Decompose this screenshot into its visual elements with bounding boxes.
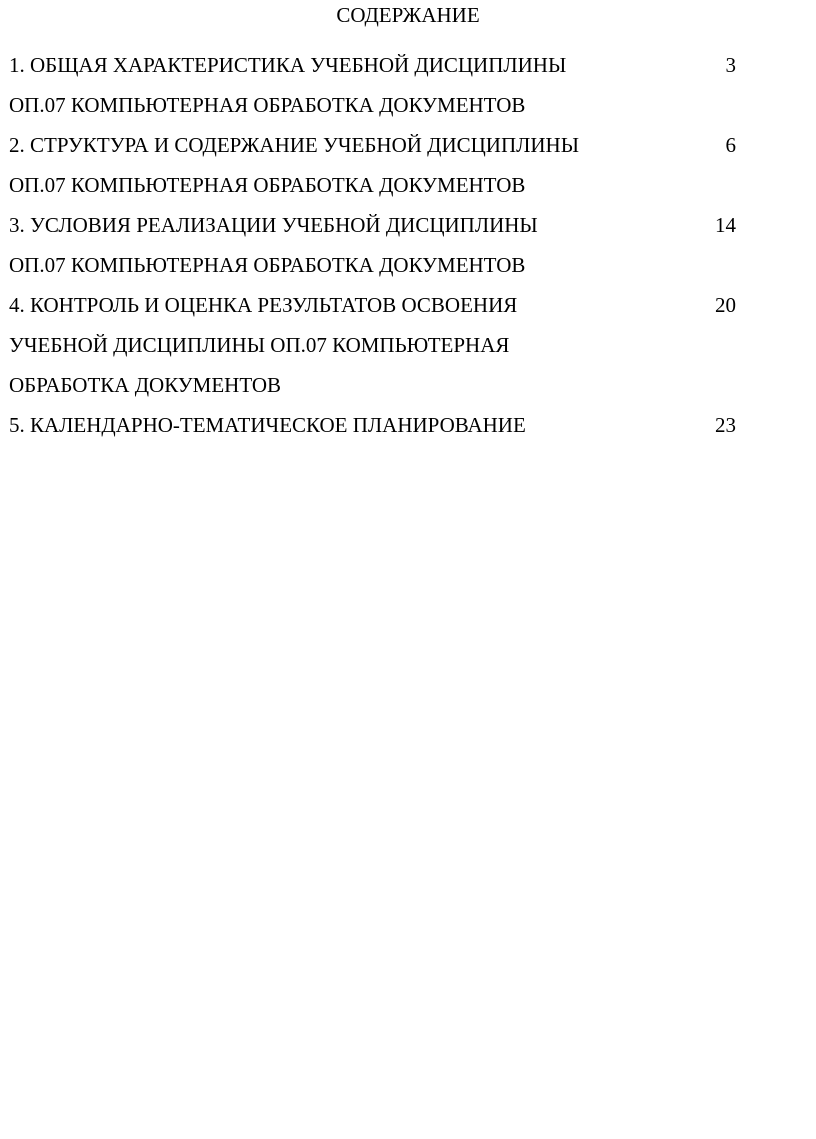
toc-entry [9,205,809,285]
toc-entry-line: ОП.07 КОМПЬЮТЕРНАЯ ОБРАБОТКА ДОКУМЕНТОВ [9,253,526,277]
toc-entry [9,285,809,405]
toc-entry-line: ОП.07 КОМПЬЮТЕРНАЯ ОБРАБОТКА ДОКУМЕНТОВ [9,93,526,117]
toc-page-number: 6 [725,133,736,157]
toc-entry-line: 1. ОБЩАЯ ХАРАКТЕРИСТИКА УЧЕБНОЙ ДИСЦИПЛИНЫ [9,53,567,77]
toc-list [9,45,809,445]
toc-page-number: 14 [715,213,736,237]
toc-entry [9,405,809,445]
toc-entry-line: 3. УСЛОВИЯ РЕАЛИЗАЦИИ УЧЕБНОЙ ДИСЦИПЛИНЫ [9,213,538,237]
toc-entry [9,45,809,125]
toc-title: СОДЕРЖАНИЕ [336,3,480,27]
toc-page-number: 23 [715,413,736,437]
toc-entry-line: ОБРАБОТКА ДОКУМЕНТОВ [9,373,282,397]
toc-entry-line: 2. СТРУКТУРА И СОДЕРЖАНИЕ УЧЕБНОЙ ДИСЦИПЛИНЫ [9,133,580,157]
toc-entry-line: УЧЕБНОЙ ДИСЦИПЛИНЫ ОП.07 КОМПЬЮТЕРНАЯ [9,333,510,357]
toc-page-number: 3 [725,53,736,77]
toc-entry [9,125,809,205]
toc-entry-line: 5. КАЛЕНДАРНО-ТЕМАТИЧЕСКОЕ ПЛАНИРОВАНИЕ [9,413,526,437]
toc-entry-line: ОП.07 КОМПЬЮТЕРНАЯ ОБРАБОТКА ДОКУМЕНТОВ [9,173,526,197]
toc-page-number: 20 [715,293,736,317]
toc-entry-line: 4. КОНТРОЛЬ И ОЦЕНКА РЕЗУЛЬТАТОВ ОСВОЕНИЯ [9,293,518,317]
